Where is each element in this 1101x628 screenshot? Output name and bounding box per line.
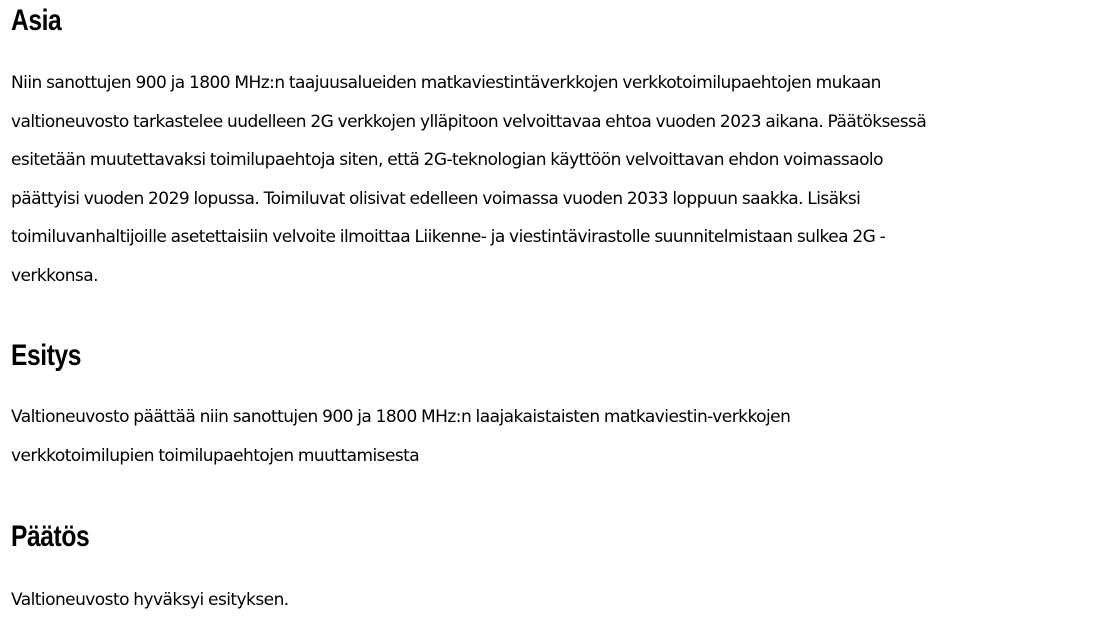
body-line: esitetään muutettavaksi toimilupaehtoja siten, että 2G-teknologian käyttöön velvoittavan ehdon voimassaolo [11, 150, 883, 171]
body-line: Niin sanottujen 900 ja 1800 MHz:n taajuusalueiden matkaviestintäverkkojen verkkotoimilupaehtojen mukaan [11, 73, 881, 93]
body-line: Valtioneuvosto hyväksyi esityksen. [11, 590, 289, 610]
section-heading-paatos: Päätös [11, 520, 90, 553]
section-heading-asia: Asia [11, 4, 62, 37]
section-body-paatos [11, 581, 1101, 620]
section-body-esitys [11, 398, 1101, 475]
body-line: toimiluvanhaltijoille asetettaisiin velvoite ilmoittaa Liikenne- ja viestintävirastolle suunnitelmistaan sulkea 2G - [11, 227, 886, 248]
body-line: valtioneuvosto tarkastelee uudelleen 2G verkkojen ylläpitoon velvoittavaa ehtoa vuoden 2023 aikana. Päätöksessä [11, 111, 927, 132]
section-body-asia [11, 64, 1101, 296]
body-line: Valtioneuvosto päättää niin sanottujen 900 ja 1800 MHz:n laajakaistaisten matkaviestin-verkkojen [11, 407, 791, 427]
body-line: verkkonsa. [11, 265, 98, 286]
body-line: päättyisi vuoden 2029 lopussa. Toimiluvat olisivat edelleen voimassa vuoden 2033 loppuun saakka. Lisäksi [11, 188, 861, 209]
section-heading-esitys: Esitys [11, 339, 82, 372]
body-line: verkkotoimilupien toimilupaehtojen muuttamisesta [11, 445, 420, 466]
